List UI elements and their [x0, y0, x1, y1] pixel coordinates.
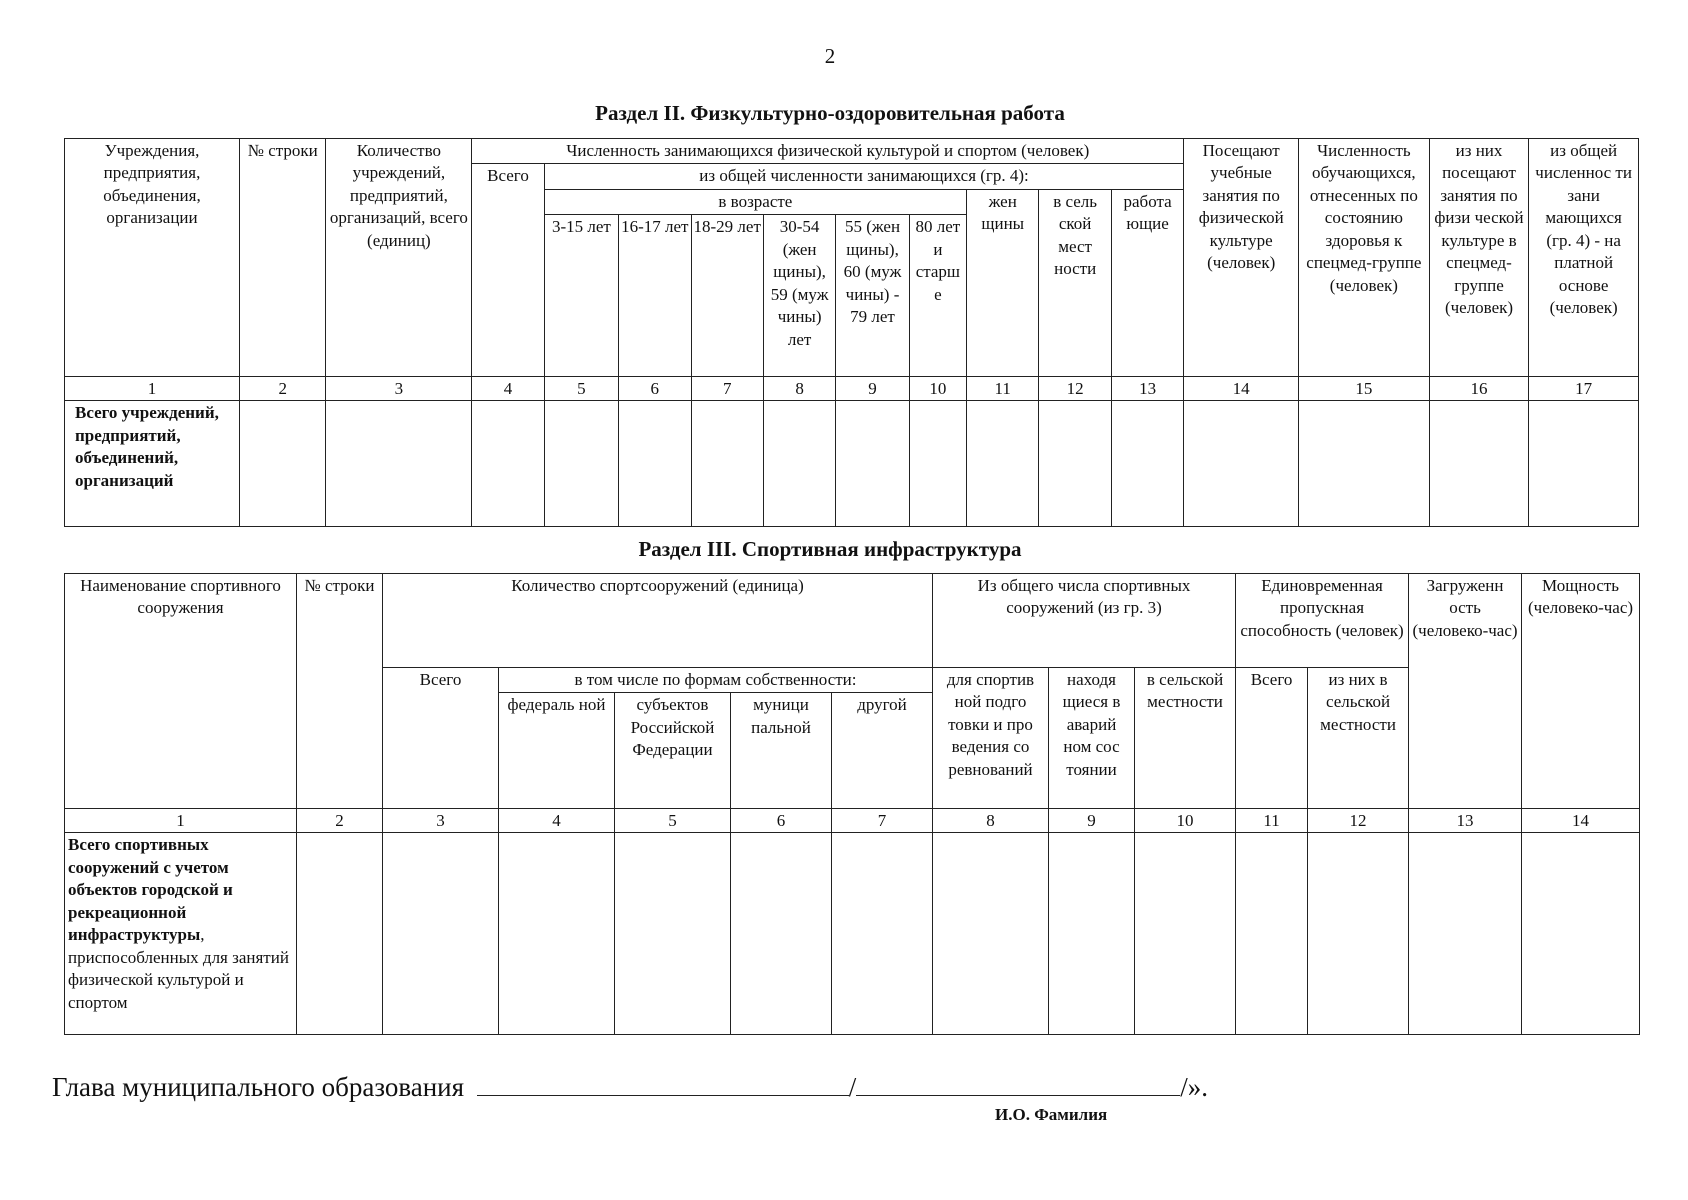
header-federation-subjects: субъектов Российской Федерации: [615, 693, 731, 809]
header-capacity-rural: из них в сельской местности: [1308, 668, 1409, 809]
signature-line: [52, 1072, 1208, 1103]
column-number: 8: [933, 809, 1049, 833]
table-cell[interactable]: [967, 401, 1039, 527]
header-municipal: муници пальной: [731, 693, 832, 809]
table-cell[interactable]: [1308, 833, 1409, 1035]
table-cell[interactable]: [836, 401, 909, 527]
table-cell[interactable]: [615, 833, 731, 1035]
section-2-title: Раздел II. Физкультурно-оздоровительная работа: [595, 101, 1065, 125]
header-of-total: из общей численности занимающихся (гр. 4):: [544, 164, 1184, 189]
header-rural: в сель ской мест ности: [1039, 189, 1111, 376]
column-number: 14: [1184, 377, 1299, 401]
header-special-group-attending: из них посещают занятия по физи ческой культуре в спецмед-группе (человек): [1429, 139, 1529, 377]
table-cell[interactable]: [1522, 833, 1640, 1035]
table-cell[interactable]: [832, 833, 933, 1035]
column-number: 10: [909, 377, 966, 401]
table-cell[interactable]: [326, 401, 472, 527]
fio-caption: И.О. Фамилия: [995, 1105, 1108, 1124]
header-number-of-practitioners: Численность занимающихся физической культурой и спортом (человек): [472, 139, 1184, 164]
header-capacity: Единовременная пропускная способность (человек): [1236, 574, 1409, 668]
header-load: Загруженн ость (человеко-час): [1409, 574, 1522, 809]
column-number: 11: [967, 377, 1039, 401]
header-row-number: № строки: [297, 574, 383, 809]
total-row-label-bold: Всего спортивных сооружений с учетом объектов городской и рекреационной инфраструктуры: [68, 835, 233, 945]
header-total: Всего: [472, 164, 544, 377]
table-cell[interactable]: [619, 401, 691, 527]
column-number: 1: [65, 809, 297, 833]
column-number: 12: [1308, 809, 1409, 833]
column-number: 2: [297, 809, 383, 833]
column-number: 12: [1039, 377, 1111, 401]
header-capacity-total: Всего: [1236, 668, 1308, 809]
header-ownership: в том числе по формам собственности:: [499, 668, 933, 693]
header-age-3-15: 3-15 лет: [544, 215, 618, 377]
total-row-label: Всего учреждений, предприятий, объединений, организаций: [65, 401, 240, 527]
header-paid-basis: из общей численнос ти зани мающихся (гр. 4) - на платной основе (человек): [1529, 139, 1639, 377]
signature-slash: /: [848, 1072, 857, 1102]
header-special-group-students: Численность обучающихся, отнесенных по состоянию здоровья к спецмед-группе (человек): [1299, 139, 1430, 377]
column-number: 17: [1529, 377, 1639, 401]
table-cell[interactable]: [1049, 833, 1135, 1035]
table-cell[interactable]: [1299, 401, 1430, 527]
page-number: 2: [824, 44, 836, 68]
table-cell[interactable]: [1236, 833, 1308, 1035]
column-number: 9: [1049, 809, 1135, 833]
header-of-total-facilities: Из общего числа спортивных сооружений (из гр. 3): [933, 574, 1236, 668]
table-row: [65, 401, 1639, 527]
table-cell[interactable]: [239, 401, 325, 527]
table-cell[interactable]: [933, 833, 1049, 1035]
column-number: 3: [383, 809, 499, 833]
header-working: работа ющие: [1111, 189, 1184, 376]
column-number: 3: [326, 377, 472, 401]
header-other: другой: [832, 693, 933, 809]
header-institution-count: Количество учреждений, предприятий, организаций, всего (единиц): [326, 139, 472, 377]
table-cell[interactable]: [1529, 401, 1639, 527]
column-number: 5: [615, 809, 731, 833]
signature-label: Глава муниципального образования: [52, 1072, 465, 1102]
header-attend-pe: Посещают учебные занятия по физической культуре (человек): [1184, 139, 1299, 377]
header-age-80-plus: 80 лет и старш е: [909, 215, 966, 377]
table-cell[interactable]: [1184, 401, 1299, 527]
header-total: Всего: [383, 668, 499, 809]
total-row-label-rest: , приспособленных для занятий физической культурой и спортом: [68, 925, 289, 1012]
column-number: 4: [472, 377, 544, 401]
column-number: 13: [1111, 377, 1184, 401]
table-row: [65, 833, 1640, 1035]
table-cell[interactable]: [1111, 401, 1184, 527]
table-cell[interactable]: [763, 401, 835, 527]
column-number: 15: [1299, 377, 1430, 401]
table-cell[interactable]: [499, 833, 615, 1035]
table-cell[interactable]: [1409, 833, 1522, 1035]
column-number: 13: [1409, 809, 1522, 833]
name-blank[interactable]: [856, 1073, 1180, 1096]
column-number: 14: [1522, 809, 1640, 833]
header-emergency-state: находя щиеся в аварий ном сос тоянии: [1049, 668, 1135, 809]
table-cell[interactable]: [472, 401, 544, 527]
header-age-30-54: 30-54 (жен щины), 59 (муж чины) лет: [763, 215, 835, 377]
column-number: 2: [239, 377, 325, 401]
signature-blank[interactable]: [477, 1073, 849, 1096]
column-number: 5: [544, 377, 618, 401]
table-cell[interactable]: [691, 401, 763, 527]
header-age: в возрасте: [544, 189, 966, 214]
header-facility-name: Наименование спортивного сооружения: [65, 574, 297, 809]
table-cell[interactable]: [1135, 833, 1236, 1035]
header-age-16-17: 16-17 лет: [619, 215, 691, 377]
header-age-18-29: 18-29 лет: [691, 215, 763, 377]
section-3-title: Раздел III. Спортивная инфраструктура: [638, 537, 1022, 561]
header-federal: федераль ной: [499, 693, 615, 809]
table-cell[interactable]: [297, 833, 383, 1035]
column-number: 6: [731, 809, 832, 833]
section-3-table: [64, 573, 1640, 1035]
header-facility-count: Количество спортсооружений (единица): [383, 574, 933, 668]
column-number: 4: [499, 809, 615, 833]
table-cell[interactable]: [909, 401, 966, 527]
column-number: 1: [65, 377, 240, 401]
column-number: 16: [1429, 377, 1529, 401]
header-age-55-79: 55 (жен щины), 60 (муж чины) - 79 лет: [836, 215, 909, 377]
total-row-label: [65, 833, 297, 1035]
column-number: 11: [1236, 809, 1308, 833]
table-cell[interactable]: [1429, 401, 1529, 527]
table-cell[interactable]: [544, 401, 618, 527]
header-rural: в сельской местности: [1135, 668, 1236, 809]
column-number: 7: [691, 377, 763, 401]
header-row-number: № строки: [239, 139, 325, 377]
column-number: 8: [763, 377, 835, 401]
column-number: 7: [832, 809, 933, 833]
section-2-table: [64, 138, 1639, 527]
header-organizations: Учреждения, предприятия, объединения, организации: [65, 139, 240, 377]
header-women: жен щины: [967, 189, 1039, 376]
table-cell[interactable]: [1039, 401, 1111, 527]
column-number: 9: [836, 377, 909, 401]
table-cell[interactable]: [731, 833, 832, 1035]
column-number: 6: [619, 377, 691, 401]
table-cell[interactable]: [383, 833, 499, 1035]
header-training-competitions: для спортив ной подго товки и про ведения со ревнований: [933, 668, 1049, 809]
header-power: Мощность (человеко-час): [1522, 574, 1640, 809]
column-number: 10: [1135, 809, 1236, 833]
signature-closing: /».: [1180, 1072, 1209, 1102]
